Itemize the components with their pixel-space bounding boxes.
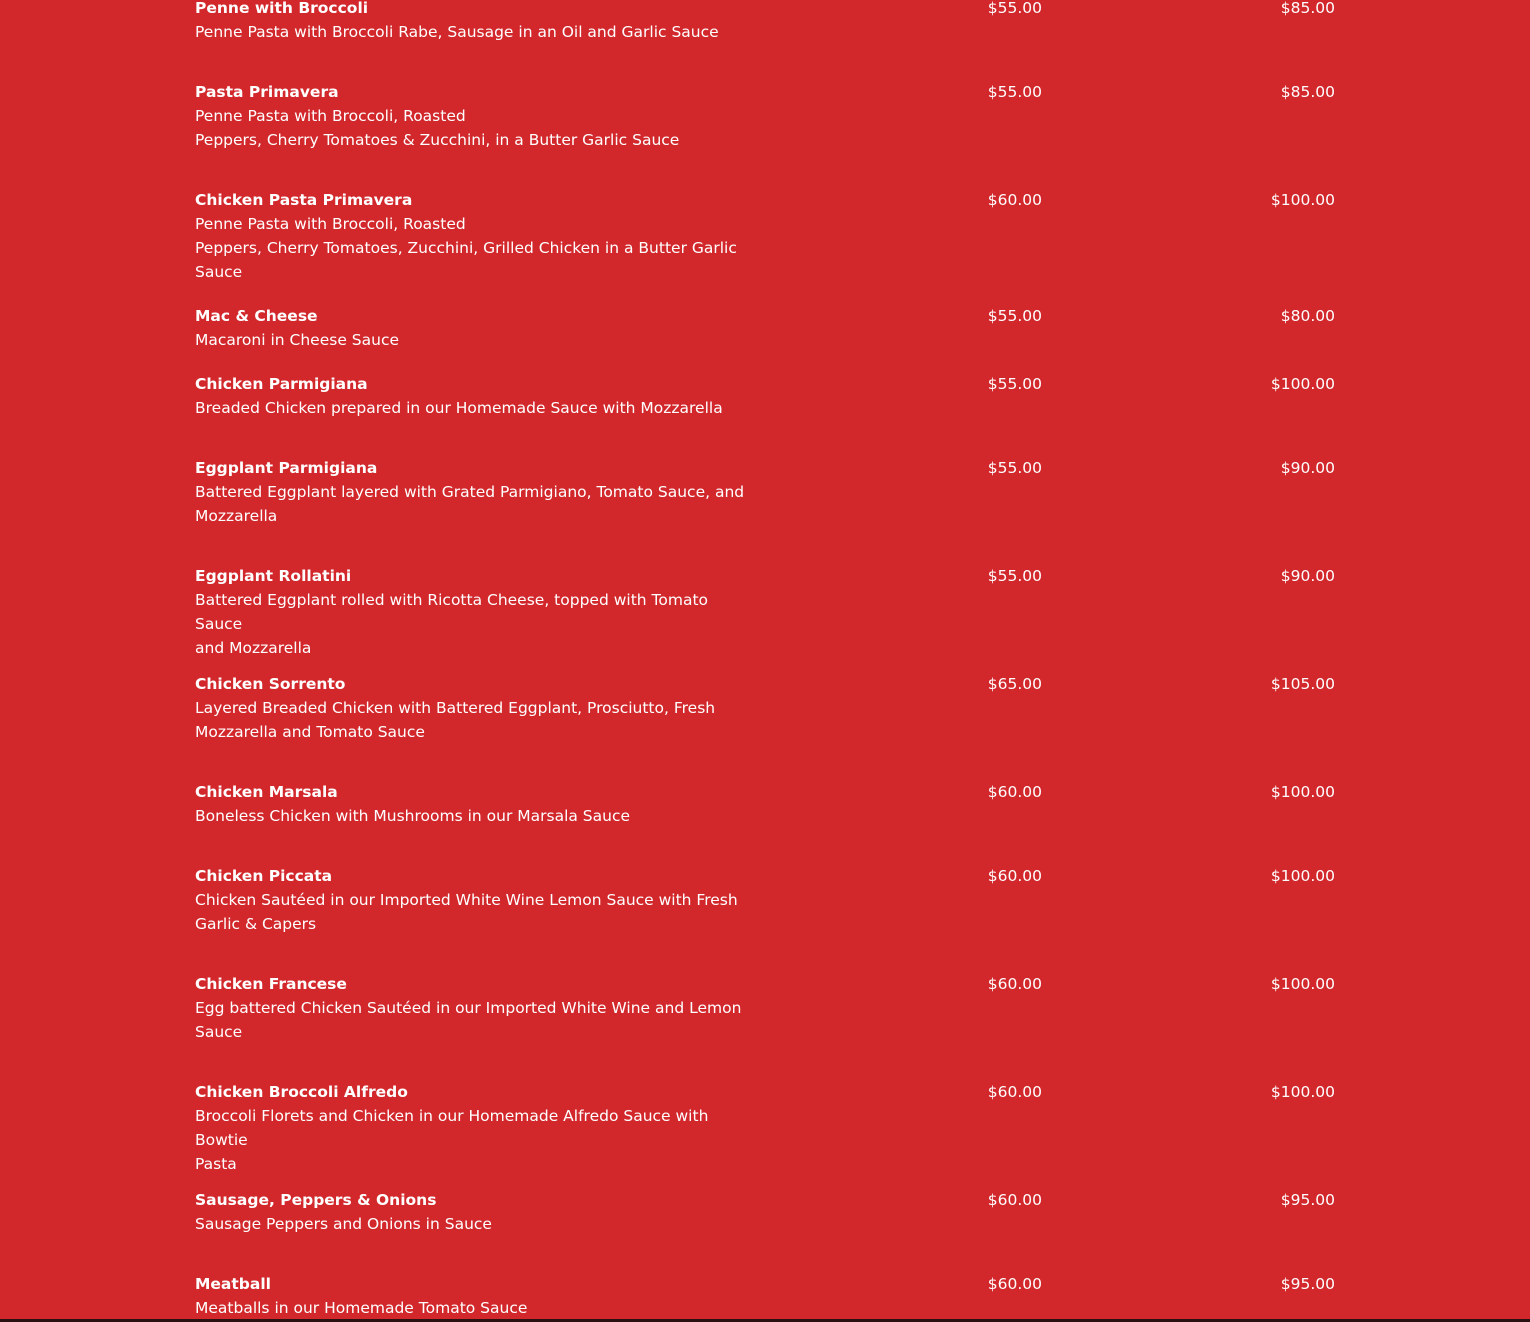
full-tray-price: $90.00	[1280, 459, 1335, 477]
menu-item-name: Chicken Parmigiana	[195, 375, 368, 393]
menu-item-description	[195, 888, 755, 936]
menu-item-description	[195, 696, 755, 744]
menu-item-name: Chicken Marsala	[195, 783, 338, 801]
full-tray-price: $100.00	[1270, 375, 1335, 393]
menu-item-name: Chicken Pasta Primavera	[195, 191, 413, 209]
description-line: Macaroni in Cheese Sauce	[195, 331, 399, 349]
description-line: Layered Breaded Chicken with Battered Eggplant, Prosciutto, Fresh	[195, 699, 716, 717]
description-line: Penne Pasta with Broccoli Rabe, Sausage in an Oil and Garlic Sauce	[195, 23, 719, 41]
menu-item-name: Penne with Broccoli	[195, 0, 369, 17]
menu-item-description	[195, 804, 755, 828]
full-tray-price: $85.00	[1280, 0, 1335, 17]
menu-item-name: Pasta Primavera	[195, 83, 339, 101]
half-tray-price: $55.00	[987, 0, 1042, 17]
half-tray-price: $60.00	[987, 1083, 1042, 1101]
menu-item-name: Chicken Sorrento	[195, 675, 346, 693]
description-line: Battered Eggplant layered with Grated Parmigiano, Tomato Sauce, and	[195, 483, 745, 501]
full-tray-price: $85.00	[1280, 83, 1335, 101]
menu-item-description	[195, 1212, 755, 1236]
menu-item-description	[195, 212, 755, 284]
description-line: Peppers, Cherry Tomatoes, Zucchini, Grilled Chicken in a Butter Garlic	[195, 239, 737, 257]
description-line: Broccoli Florets and Chicken in our Homemade Alfredo Sauce with Bowtie	[195, 1107, 709, 1149]
menu-item-description	[195, 480, 755, 528]
description-line: Mozzarella	[195, 507, 278, 525]
half-tray-price: $60.00	[987, 1275, 1042, 1293]
full-tray-price: $95.00	[1280, 1191, 1335, 1209]
menu-item-name: Meatball	[195, 1275, 271, 1293]
full-tray-price: $100.00	[1270, 975, 1335, 993]
full-tray-price: $100.00	[1270, 191, 1335, 209]
full-tray-price: $100.00	[1270, 867, 1335, 885]
description-line: Sausage Peppers and Onions in Sauce	[195, 1215, 492, 1233]
description-line: Pasta	[195, 1155, 237, 1173]
description-line: Meatballs in our Homemade Tomato Sauce	[195, 1299, 528, 1317]
description-line: Peppers, Cherry Tomatoes & Zucchini, in a Butter Garlic Sauce	[195, 131, 680, 149]
half-tray-price: $60.00	[987, 191, 1042, 209]
description-line: Sauce	[195, 263, 243, 281]
menu-item-description	[195, 1104, 755, 1176]
description-line: and Mozzarella	[195, 639, 312, 657]
half-tray-price: $60.00	[987, 1191, 1042, 1209]
description-line: Penne Pasta with Broccoli, Roasted	[195, 107, 466, 125]
menu-item-description	[195, 328, 755, 352]
menu-item-description	[195, 588, 755, 660]
half-tray-price: $55.00	[987, 567, 1042, 585]
half-tray-price: $65.00	[987, 675, 1042, 693]
description-line: Egg battered Chicken Sautéed in our Imported White Wine and Lemon	[195, 999, 742, 1017]
half-tray-price: $55.00	[987, 83, 1042, 101]
description-line: Penne Pasta with Broccoli, Roasted	[195, 215, 466, 233]
description-line: Mozzarella and Tomato Sauce	[195, 723, 425, 741]
menu-item-name: Chicken Francese	[195, 975, 347, 993]
full-tray-price: $80.00	[1280, 307, 1335, 325]
half-tray-price: $60.00	[987, 975, 1042, 993]
menu-item-name: Eggplant Parmigiana	[195, 459, 378, 477]
description-line: Garlic & Capers	[195, 915, 317, 933]
menu-item-description	[195, 20, 755, 44]
full-tray-price: $105.00	[1270, 675, 1335, 693]
half-tray-price: $60.00	[987, 867, 1042, 885]
half-tray-price: $55.00	[987, 459, 1042, 477]
menu-item-name: Eggplant Rollatini	[195, 567, 352, 585]
half-tray-price: $55.00	[987, 375, 1042, 393]
description-line: Sauce	[195, 1023, 243, 1041]
half-tray-price: $55.00	[987, 307, 1042, 325]
menu-item-description	[195, 104, 755, 152]
half-tray-price: $60.00	[987, 783, 1042, 801]
full-tray-price: $90.00	[1280, 567, 1335, 585]
description-line: Battered Eggplant rolled with Ricotta Cheese, topped with Tomato Sauce	[195, 591, 709, 633]
full-tray-price: $95.00	[1280, 1275, 1335, 1293]
description-line: Boneless Chicken with Mushrooms in our Marsala Sauce	[195, 807, 631, 825]
menu-item-description	[195, 996, 755, 1044]
description-line: Breaded Chicken prepared in our Homemade Sauce with Mozzarella	[195, 399, 723, 417]
menu-item-description	[195, 396, 755, 420]
description-line: Chicken Sautéed in our Imported White Wine Lemon Sauce with Fresh	[195, 891, 738, 909]
menu-item-name: Chicken Broccoli Alfredo	[195, 1083, 408, 1101]
menu-item-name: Sausage, Peppers & Onions	[195, 1191, 437, 1209]
menu-item-name: Mac & Cheese	[195, 307, 318, 325]
menu-item-description	[195, 1296, 755, 1320]
full-tray-price: $100.00	[1270, 783, 1335, 801]
menu-item-name: Chicken Piccata	[195, 867, 333, 885]
full-tray-price: $100.00	[1270, 1083, 1335, 1101]
